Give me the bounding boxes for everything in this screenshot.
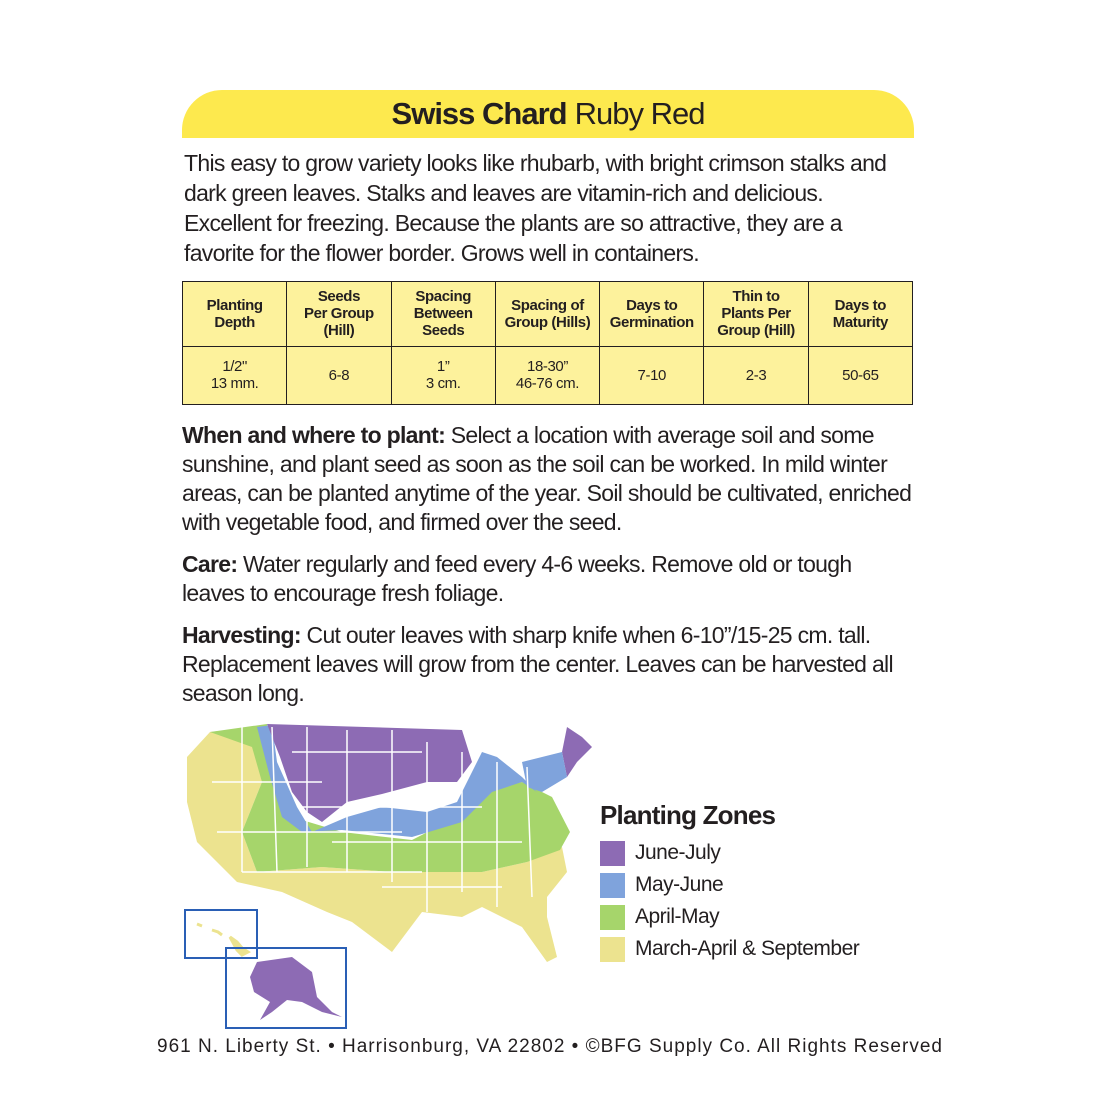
legend-item [600,933,859,965]
when-where-label: When and where to plant: [182,422,446,448]
planting-zone-map [182,722,612,1032]
value-spacing-groups: 18-30” 46-76 cm. [495,346,599,404]
legend [600,800,859,965]
header-thin-to: Thin to Plants Per Group (Hill) [704,282,808,347]
when-where-section [182,421,912,537]
care-label: Care: [182,551,238,577]
value-planting-depth: 1/2" 13 mm. [183,346,287,404]
harvesting-text: Cut outer leaves with sharp knife when 6-10”/15-25 cm. tall. Replacement leaves will grow from the center. Leaves can be harvested all season long. [182,622,893,706]
legend-label: June-July [635,841,721,864]
table-header-row [183,282,913,347]
legend-label: April-May [635,905,720,928]
title-main: Swiss Chard [391,96,567,131]
footer-address: 961 N. Liberty St. • Harrisonburg, VA 22802 • ©BFG Supply Co. All Rights Reserved [157,1036,943,1057]
zone-purple-northeast [562,727,592,777]
header-days-maturity: Days to Maturity [808,282,912,347]
title-variety: Ruby Red [574,96,705,131]
legend-swatch [600,841,625,866]
harvesting-label: Harvesting: [182,622,301,648]
table-row [183,346,913,404]
legend-item [600,901,859,933]
value-days-maturity: 50-65 [808,346,912,404]
legend-title: Planting Zones [600,800,776,830]
harvesting-section [182,621,912,708]
legend-swatch [600,937,625,962]
us-map-graphic [182,722,612,1032]
when-where-text: Select a location with average soil and some sunshine, and plant seed as soon as the soil can be worked. In mild winter areas, can be planted anytime of the year. Soil should be cultivated, enriched with vegetable food, and firmed over the seed. [182,422,912,535]
header-planting-depth: Planting Depth [183,282,287,347]
legend-label: May-June [635,873,724,896]
value-seeds-per-group: 6-8 [287,346,391,404]
value-days-germination: 7-10 [600,346,704,404]
header-seeds-per-group: Seeds Per Group (Hill) [287,282,391,347]
header-days-germination: Days to Germination [600,282,704,347]
alaska-shape [250,957,342,1020]
zone-blue-northeast [522,752,567,792]
description: This easy to grow variety looks like rhubarb, with bright crimson stalks and dark green leaves. Stalks and leaves are vitamin-rich and delicious. Excellent for freezing. Because the plants are so attractive, they are a favorite for the flower border. Grows well in containers. [184,150,887,266]
title-bar [182,90,914,138]
planting-table [182,281,913,405]
care-section [182,550,912,608]
header-spacing-groups: Spacing of Group (Hills) [495,282,599,347]
legend-swatch [600,905,625,930]
value-spacing-seeds: 1” 3 cm. [391,346,495,404]
legend-swatch [600,873,625,898]
hawaii-islands [197,924,248,955]
header-spacing-seeds: Spacing Between Seeds [391,282,495,347]
legend-item [600,869,859,901]
care-text: Water regularly and feed every 4-6 weeks. Remove old or tough leaves to encourage fresh foliage. [182,551,852,606]
legend-item [600,837,859,869]
value-thin-to: 2-3 [704,346,808,404]
legend-label: March-April & September [635,937,860,960]
